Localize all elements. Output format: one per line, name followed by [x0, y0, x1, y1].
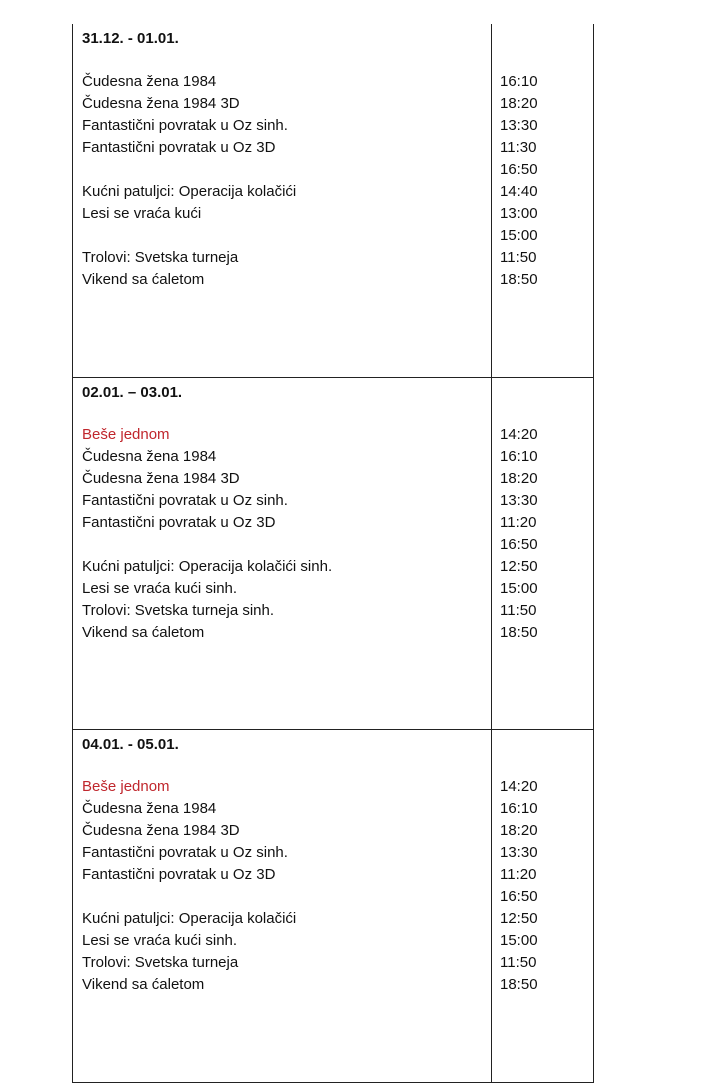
showtime: 18:20 — [500, 470, 538, 487]
showtime: 14:20 — [500, 778, 538, 795]
movie-title: Lesi se vraća kući sinh. — [82, 932, 238, 949]
schedule-row — [73, 578, 593, 600]
movie-title: Fantastični povratak u Oz sinh. — [82, 844, 288, 861]
showtime: 11:50 — [500, 954, 537, 971]
schedule-section — [72, 730, 594, 1083]
schedule-row — [73, 864, 593, 886]
schedule-row — [73, 424, 593, 446]
movie-title: Čudesna žena 1984 — [82, 448, 217, 465]
movie-title: Fantastični povratak u Oz sinh. — [82, 492, 288, 509]
schedule-row — [73, 468, 593, 490]
showtime: 16:50 — [500, 161, 538, 178]
schedule-row — [73, 798, 593, 820]
schedule-row — [73, 115, 593, 137]
movie-title: Čudesna žena 1984 — [82, 800, 217, 817]
movie-title: Vikend sa ćaletom — [82, 976, 205, 993]
schedule-row — [73, 974, 593, 996]
movie-title: Kućni patuljci: Operacija kolačići — [82, 910, 297, 927]
schedule-row — [73, 622, 593, 644]
schedule-row — [73, 225, 593, 247]
schedule-row — [73, 269, 593, 291]
showtime: 13:30 — [500, 844, 538, 861]
schedule-row — [73, 776, 593, 798]
showtime: 11:20 — [500, 866, 537, 883]
showtime: 11:50 — [500, 602, 537, 619]
schedule-row — [73, 137, 593, 159]
showtime: 11:20 — [500, 514, 537, 531]
schedule-row — [73, 247, 593, 269]
section-rows — [73, 71, 593, 291]
movie-title: Fantastični povratak u Oz sinh. — [82, 117, 288, 134]
schedule-row — [73, 556, 593, 578]
schedule-section — [72, 24, 594, 378]
showtime: 16:10 — [500, 448, 538, 465]
movie-title: Beše jednom — [82, 426, 170, 443]
schedule-row — [73, 203, 593, 225]
section-date: 04.01. - 05.01. — [82, 736, 179, 753]
schedule-section — [72, 378, 594, 730]
movie-title: Trolovi: Svetska turneja — [82, 954, 239, 971]
schedule-row — [73, 159, 593, 181]
showtime: 18:20 — [500, 95, 538, 112]
showtime: 18:50 — [500, 271, 538, 288]
showtime: 12:50 — [500, 558, 538, 575]
schedule-row — [73, 534, 593, 556]
section-rows — [73, 776, 593, 996]
schedule-table — [72, 24, 594, 1083]
showtime: 14:40 — [500, 183, 538, 200]
schedule-row — [73, 93, 593, 115]
movie-title: Kućni patuljci: Operacija kolačići — [82, 183, 297, 200]
schedule-row — [73, 842, 593, 864]
movie-title: Čudesna žena 1984 3D — [82, 95, 240, 112]
movie-title: Fantastični povratak u Oz 3D — [82, 866, 276, 883]
showtime: 16:50 — [500, 888, 538, 905]
schedule-row — [73, 512, 593, 534]
showtime: 12:50 — [500, 910, 538, 927]
section-date: 02.01. – 03.01. — [82, 384, 183, 401]
schedule-row — [73, 908, 593, 930]
schedule-row — [73, 886, 593, 908]
movie-title: Fantastični povratak u Oz 3D — [82, 139, 276, 156]
movie-title: Lesi se vraća kući sinh. — [82, 580, 238, 597]
movie-title: Trolovi: Svetska turneja — [82, 249, 239, 266]
showtime: 11:50 — [500, 249, 537, 266]
movie-title: Beše jednom — [82, 778, 170, 795]
movie-title: Fantastični povratak u Oz 3D — [82, 514, 276, 531]
showtime: 15:00 — [500, 580, 538, 597]
showtime: 18:50 — [500, 976, 538, 993]
showtime: 11:30 — [500, 139, 537, 156]
showtime: 18:20 — [500, 822, 538, 839]
schedule-row — [73, 930, 593, 952]
section-rows — [73, 424, 593, 644]
showtime: 15:00 — [500, 227, 538, 244]
showtime: 16:50 — [500, 536, 538, 553]
schedule-row — [73, 490, 593, 512]
schedule-row — [73, 820, 593, 842]
movie-title: Čudesna žena 1984 — [82, 73, 217, 90]
showtime: 15:00 — [500, 932, 538, 949]
movie-title: Kućni patuljci: Operacija kolačići sinh. — [82, 558, 333, 575]
movie-title: Lesi se vraća kući — [82, 205, 202, 222]
movie-title: Trolovi: Svetska turneja sinh. — [82, 602, 275, 619]
showtime: 14:20 — [500, 426, 538, 443]
schedule-row — [73, 600, 593, 622]
movie-title: Vikend sa ćaletom — [82, 271, 205, 288]
showtime: 13:30 — [500, 117, 538, 134]
schedule-row — [73, 71, 593, 93]
showtime: 13:00 — [500, 205, 538, 222]
schedule-row — [73, 181, 593, 203]
showtime: 18:50 — [500, 624, 538, 641]
movie-title: Vikend sa ćaletom — [82, 624, 205, 641]
showtime: 16:10 — [500, 800, 538, 817]
section-date: 31.12. - 01.01. — [82, 30, 179, 47]
movie-title: Čudesna žena 1984 3D — [82, 470, 240, 487]
showtime: 13:30 — [500, 492, 538, 509]
showtime: 16:10 — [500, 73, 538, 90]
schedule-row — [73, 446, 593, 468]
movie-title: Čudesna žena 1984 3D — [82, 822, 240, 839]
schedule-row — [73, 952, 593, 974]
